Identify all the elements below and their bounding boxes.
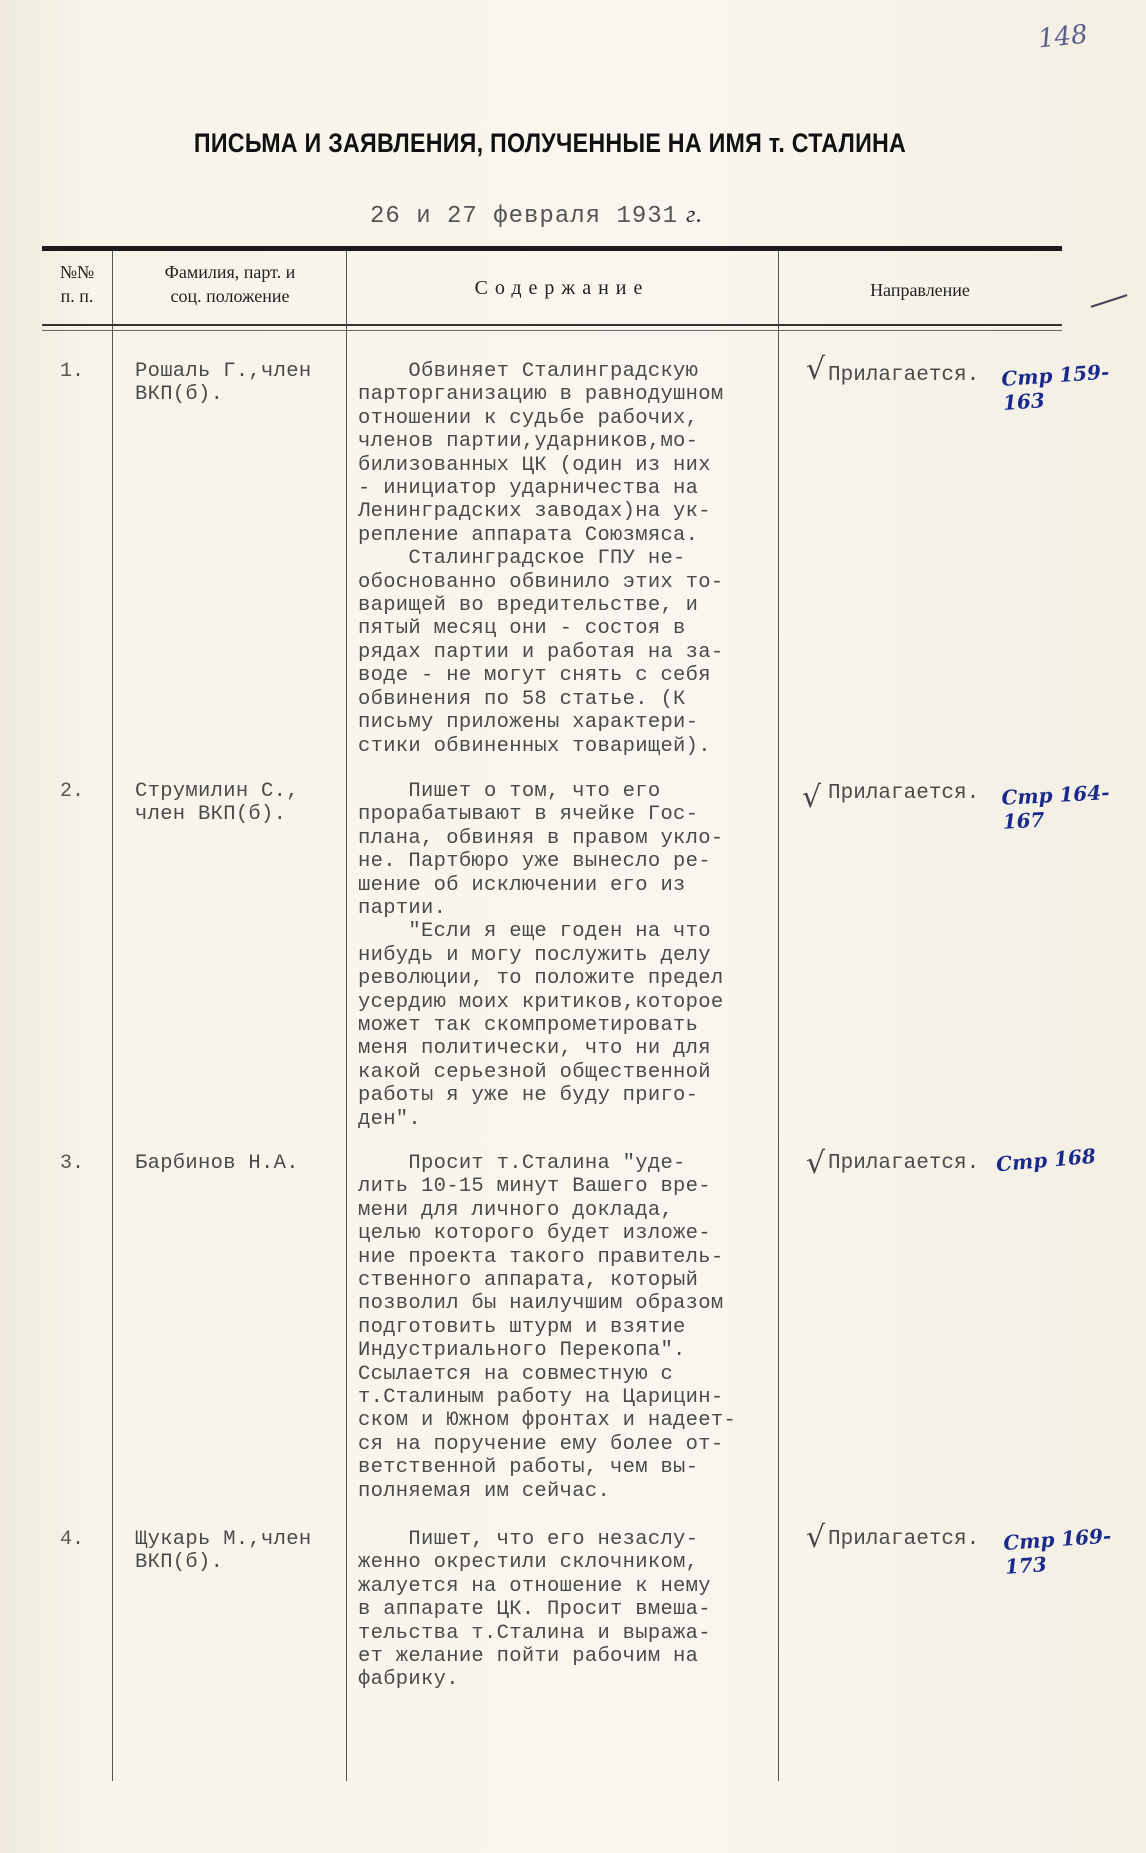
entry-direction: Прилагается. — [828, 1528, 980, 1551]
handwritten-page-note: Стр 169-173 — [1002, 1523, 1112, 1579]
entry-number: 1. — [60, 360, 85, 383]
header-content: Содержание — [474, 277, 650, 299]
check-mark-icon: √ — [806, 352, 826, 387]
handwritten-page-note: Стр 164-167 — [1000, 780, 1111, 834]
date-suffix: г. — [686, 202, 704, 228]
check-mark-icon: √ — [806, 1520, 826, 1555]
entry-name: Щукарь М.,член ВКП(б). — [135, 1528, 312, 1575]
handwritten-page-note: Стр 168 — [995, 1143, 1097, 1177]
entry-name: Барбинов Н.А. — [135, 1152, 299, 1175]
entry-content: Обвиняет Сталинградскую парторганизацию в равнодушном отношении к судьбе рабочих, членов партии,ударников,мо- билизованных ЦК (один из них - инициатор ударничества на Ленинградских заводах)на ук- репление аппарата Союзмяса. Сталинградское ГПУ не- обоснованно обвинило этих то- варищей во вредительстве, и пятый месяц они - состоя в рядах партии и работая на за- воде - не могут снять с себя обвинения по 58 статье. (К письму приложены характери- стики обвиненных товарищей). — [358, 360, 724, 758]
entry-content: Пишет, что его незаслу- женно окрестили склочником, жалуется на отношение к нему в аппарате ЦК. Просит вмеша- тельства т.Сталина и выража- ет желание пойти рабочим на фабрику. — [358, 1528, 711, 1692]
date-text: 26 и 27 февраля 1931 — [370, 203, 679, 230]
header-direction: Направление — [870, 280, 970, 300]
document-title: ПИСЬМА И ЗАЯВЛЕНИЯ, ПОЛУЧЕННЫЕ НА ИМЯ т. СТАЛИНА — [193, 128, 907, 158]
folio-number: 148 — [1036, 19, 1090, 55]
column-divider — [112, 251, 113, 1781]
header-name: Фамилия, парт. и соц. положение — [164, 262, 296, 306]
entry-content: Пишет о том, что его прорабатывают в ячейке Гос- плана, обвиняя в правом укло- не. Партбюро уже вынесло ре- шение об исключении его из партии. "Если я еще годен на что нибудь и могу послужить делу революции, то положите предел усердию моих критиков,которое может так скомпрометировать меня политически, что ни для какой серьезной общественной работы я уже не буду приго- ден". — [358, 780, 724, 1131]
entry-number: 4. — [60, 1528, 85, 1551]
column-divider — [778, 251, 779, 1781]
margin-pencil-mark — [1091, 294, 1128, 308]
header-rule — [42, 324, 1062, 326]
entry-name: Рошаль Г.,член ВКП(б). — [135, 360, 312, 407]
check-mark-icon: √ — [802, 780, 822, 815]
column-divider — [346, 251, 347, 1781]
handwritten-page-note: Стр 159-163 — [1000, 359, 1110, 415]
header-rule-2 — [42, 330, 1062, 331]
entry-direction: Прилагается. — [828, 782, 980, 805]
entry-name: Струмилин С., член ВКП(б). — [135, 780, 299, 827]
entry-number: 2. — [60, 780, 85, 803]
document-date — [370, 202, 703, 230]
header-num: №№ п. п. — [59, 262, 95, 306]
entry-direction: Прилагается. — [828, 1152, 980, 1175]
entry-direction: Прилагается. — [828, 364, 980, 387]
top-rule — [42, 246, 1062, 251]
entry-number: 3. — [60, 1152, 85, 1175]
check-mark-icon: √ — [806, 1146, 826, 1181]
entry-content: Просит т.Сталина "уде- лить 10-15 минут Вашего вре- мени для личного доклада, целью которого будет изложе- ние проекта такого правитель- ственного аппарата, который позволил бы наилучшим образом подготовить штурм и взятие Индустриального Перекопа". Ссылается на совместную с т.Сталиным работу на Царицин- ском и Южном фронтах и надеет- ся на поручение ему более от- ветственной работы, чем вы- полняемая им сейчас. — [358, 1152, 737, 1503]
